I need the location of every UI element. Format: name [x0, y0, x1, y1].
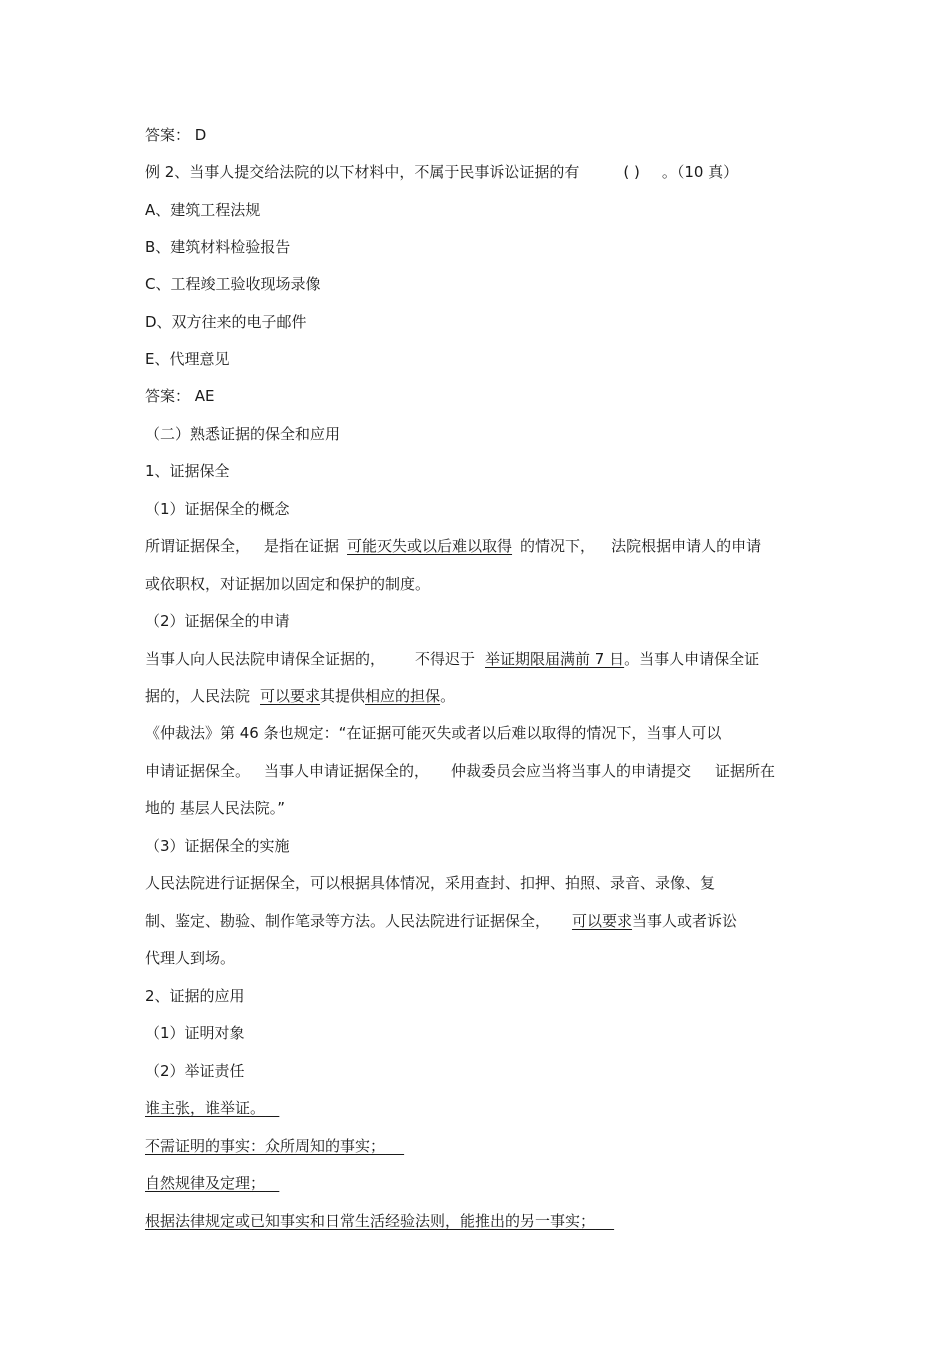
- text: 答案： D: [145, 126, 207, 144]
- text: 2、证据的应用: [145, 987, 245, 1005]
- underlined-line-4: [145, 1211, 614, 1231]
- option-c: [145, 274, 320, 294]
- text: A、建筑工程法规: [145, 201, 261, 219]
- text: 不得迟于: [415, 650, 476, 668]
- text: 其提供: [320, 687, 366, 705]
- text: （3）证据保全的实施: [145, 837, 290, 855]
- heading-application: [145, 611, 290, 631]
- text: 所谓证据保全，: [145, 537, 251, 555]
- blank-parens: ( ): [623, 163, 640, 181]
- text: 代理人到场。: [145, 949, 236, 967]
- underline-tail: [265, 1099, 279, 1117]
- option-a: [145, 200, 260, 220]
- paragraph-implementation-line-2: [145, 911, 737, 931]
- heading-object-of-proof: [145, 1023, 245, 1043]
- text: B、建筑材料检验报告: [145, 238, 291, 256]
- option-b: [145, 237, 290, 257]
- paragraph-implementation-line-3: [145, 948, 235, 968]
- paragraph-arbitration-line-1: [145, 723, 721, 743]
- paragraph-application-line-2: [145, 686, 455, 706]
- text: 1、证据保全: [145, 462, 230, 480]
- text: 法院根据申请人的申请: [611, 537, 762, 555]
- heading-burden-of-proof: [145, 1061, 245, 1081]
- underline-tail: [385, 1137, 404, 1155]
- underlined-line-3: [145, 1173, 279, 1193]
- text: 。当事人申请保全证: [624, 650, 760, 668]
- text: （2）举证责任: [145, 1062, 245, 1080]
- text: 或依职权，对证据加以固定和保护的制度。: [145, 575, 431, 593]
- paragraph-arbitration-line-3: [145, 798, 285, 818]
- underlined-text: 不需证明的事实：众所周知的事实；: [145, 1137, 386, 1155]
- paragraph-arbitration-line-2: [145, 761, 775, 781]
- line-example-2: [145, 162, 738, 182]
- underlined-line-1: [145, 1098, 279, 1118]
- paragraph-application-line-1: [145, 649, 759, 669]
- text: 人民法院进行证据保全，可以根据具体情况，采用查封、扣押、拍照、录音、录像、复: [145, 874, 716, 892]
- text: （1）证明对象: [145, 1024, 245, 1042]
- underlined-term: 可能灭失或以后难以取得: [347, 537, 513, 555]
- underlined-text: 根据法律规定或已知事实和日常生活经验法则，能推出的另一事实；: [145, 1212, 596, 1230]
- text: D、双方往来的电子邮件: [145, 313, 307, 331]
- underlined-term: 可以要求: [572, 912, 633, 930]
- heading-evidence-preservation: [145, 461, 230, 481]
- text: 《仲裁法》第 46 条也规定：“在证据可能灭失或者以后难以取得的情况下，当事人可以: [145, 724, 722, 742]
- heading-section-2: [145, 424, 340, 444]
- underlined-term: 可以要求: [260, 687, 321, 705]
- line-answer-1: [145, 125, 206, 145]
- paragraph-concept-line-1: [145, 536, 761, 556]
- text: 当事人或者诉讼: [632, 912, 738, 930]
- text: 是指在证据: [264, 537, 340, 555]
- text: （2）证据保全的申请: [145, 612, 290, 630]
- underlined-text: 谁主张，谁举证。: [145, 1099, 266, 1117]
- text: E、代理意见: [145, 350, 230, 368]
- underlined-text: 自然规律及定理；: [145, 1174, 266, 1192]
- text: 。（10 真）: [661, 163, 739, 181]
- text: 的情况下，: [520, 537, 596, 555]
- text: 当事人申请证据保全的，: [264, 762, 430, 780]
- heading-concept: [145, 499, 290, 519]
- text: 答案： AE: [145, 387, 215, 405]
- underlined-term: 相应的担保: [365, 687, 441, 705]
- text: 证据所在: [715, 762, 776, 780]
- text: 制、鉴定、勘验、制作笔录等方法。人民法院进行证据保全，: [145, 912, 551, 930]
- text: C、工程竣工验收现场录像: [145, 275, 321, 293]
- heading-evidence-use: [145, 986, 245, 1006]
- paragraph-concept-line-2: [145, 574, 430, 594]
- heading-implementation: [145, 836, 290, 856]
- text: 。: [440, 687, 456, 705]
- underline-tail: [595, 1212, 614, 1230]
- text: 申请证据保全。: [145, 762, 251, 780]
- text: 当事人向人民法院申请保全证据的，: [145, 650, 386, 668]
- underlined-line-2: [145, 1136, 404, 1156]
- option-d: [145, 312, 307, 332]
- text: 仲裁委员会应当将当事人的申请提交: [451, 762, 692, 780]
- option-e: [145, 349, 229, 369]
- text: 例 2、当事人提交给法院的以下材料中，不属于民事诉讼证据的有: [145, 163, 580, 181]
- text: 据的，人民法院: [145, 687, 251, 705]
- text: （二）熟悉证据的保全和应用: [145, 425, 341, 443]
- text: 地的 基层人民法院。”: [145, 799, 286, 817]
- underlined-term: 举证期限届满前 7 日: [485, 650, 625, 668]
- line-answer-2: [145, 386, 215, 406]
- underline-tail: [265, 1174, 279, 1192]
- text: （1）证据保全的概念: [145, 500, 290, 518]
- paragraph-implementation-line-1: [145, 873, 715, 893]
